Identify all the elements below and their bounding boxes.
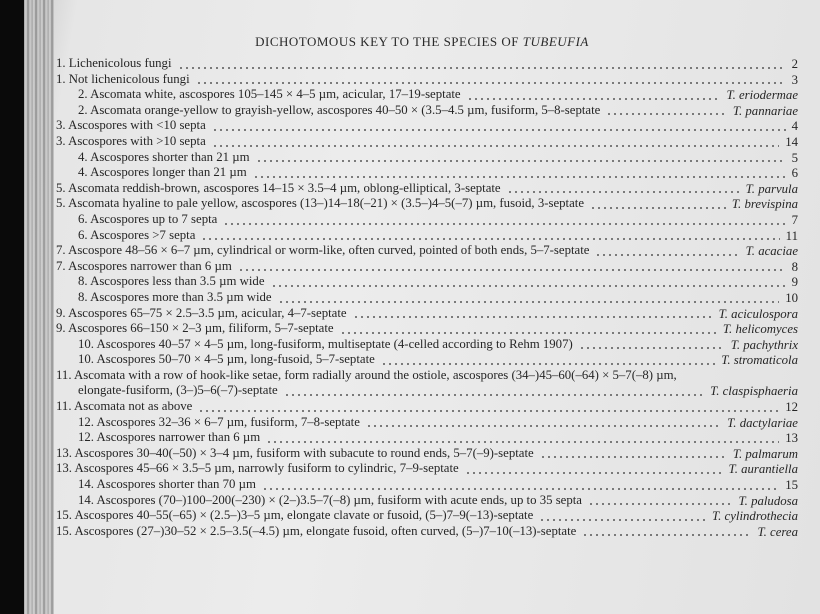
leader-dots <box>595 254 739 256</box>
key-entry <box>56 524 798 540</box>
key-entry <box>56 430 798 446</box>
leader-dots <box>467 98 721 100</box>
key-entry <box>56 368 798 384</box>
page-binding-edge <box>24 0 54 614</box>
entry-text: 5. Ascomata hyaline to pale yellow, ascospores (13–)14–18(–21) × (3.5–)4–5(–7) µm, fusoid, 3-septate <box>56 196 585 211</box>
species-name: T. stromaticola <box>721 353 798 368</box>
page-title <box>24 34 820 50</box>
title-main: DICHOTOMOUS KEY TO THE SPECIES OF <box>255 34 520 49</box>
species-name: T. aurantiella <box>728 462 798 477</box>
leader-dots <box>366 425 721 427</box>
leader-dots <box>196 82 786 84</box>
entry-text: 2. Ascomata orange-yellow to grayish-yellow, ascospores 40–50 × (3.5–4.5 µm, fusiform, 5–8-septate <box>78 102 601 117</box>
key-entry <box>56 196 798 212</box>
species-name: T. aciculospora <box>718 306 798 321</box>
leader-dots <box>278 301 780 303</box>
entry-text: 10. Ascospores 50–70 × 4–5 µm, long-fusoid, 5–7-septate <box>78 352 375 367</box>
species-name: T. palmarum <box>732 446 798 461</box>
couplet-number: 8 <box>791 259 798 274</box>
species-name: T. pachythrix <box>730 337 798 352</box>
leader-dots <box>266 441 779 443</box>
species-name: T. brevispina <box>731 197 798 212</box>
leader-dots <box>353 316 713 318</box>
leader-dots <box>212 145 779 147</box>
species-name: T. paludosa <box>738 493 798 508</box>
entry-text: 14. Ascospores shorter than 70 µm <box>78 477 256 492</box>
key-entry <box>56 352 798 368</box>
entry-text: 2. Ascomata white, ascospores 105–145 × 4–5 µm, acicular, 17–19-septate <box>78 87 461 102</box>
entry-text: 14. Ascospores (70–)100–200(–230) × (2–)3.5–7(–8) µm, fusiform with acute ends, up to 35 septa <box>78 492 582 507</box>
species-name: T. cylindrothecia <box>711 509 798 524</box>
couplet-number: 15 <box>785 478 798 493</box>
title-genus: TUBEUFIA <box>522 34 589 49</box>
species-name: T. cerea <box>757 524 798 539</box>
entry-text: 5. Ascomata reddish-brown, ascospores 14–15 × 3.5–4 µm, oblong-elliptical, 3-septate <box>56 180 501 195</box>
couplet-number: 5 <box>791 150 798 165</box>
key-entry <box>56 321 798 337</box>
species-name: T. eriodermae <box>726 88 798 103</box>
entry-text: 7. Ascospore 48–56 × 6–7 µm, cylindrical or worm-like, often curved, pointed of both ends, 5–7-septate <box>56 243 590 258</box>
key-entry <box>56 56 798 72</box>
entry-text: 6. Ascospores >7 septa <box>78 227 196 242</box>
entry-text: 13. Ascospores 30–40(–50) × 3–4 µm, fusiform with subacute to round ends, 5–7(–9)-septate <box>56 445 534 460</box>
leader-dots <box>539 519 706 521</box>
leader-dots <box>223 223 785 225</box>
key-entry <box>56 290 798 306</box>
couplet-number: 7 <box>791 212 798 227</box>
leader-dots <box>262 488 779 490</box>
entry-text: 3. Ascospores with >10 septa <box>56 133 206 148</box>
entry-text: 15. Ascospores (27–)30–52 × 2.5–3.5(–4.5) µm, elongate fusoid, often curved, (5–)7–10(–13)-septate <box>56 523 577 538</box>
leader-dots <box>465 472 723 474</box>
key-entry <box>56 446 798 462</box>
leader-dots <box>590 207 726 209</box>
species-name: T. claspisphaeria <box>710 384 798 399</box>
entry-text: 8. Ascospores more than 3.5 µm wide <box>78 289 272 304</box>
species-name: T. dactylariae <box>727 415 798 430</box>
couplet-number: 11 <box>785 228 798 243</box>
couplet-number: 12 <box>785 400 798 415</box>
entry-text: 9. Ascospores 65–75 × 2.5–3.5 µm, acicular, 4–7-septate <box>56 305 347 320</box>
key-entry <box>56 134 798 150</box>
key-entry <box>56 477 798 493</box>
key-entry <box>56 165 798 181</box>
leader-dots <box>284 394 704 396</box>
entry-text: elongate-fusiform, (3–)5–6(–7)-septate <box>78 383 278 398</box>
key-entry <box>56 150 798 166</box>
species-name: T. helicomyces <box>722 322 798 337</box>
leader-dots <box>212 129 786 131</box>
key-entry <box>56 181 798 197</box>
key-entry <box>56 337 798 353</box>
couplet-number: 3 <box>791 72 798 87</box>
couplet-number: 2 <box>791 57 798 71</box>
key-entry <box>56 383 798 399</box>
key-entry <box>56 415 798 431</box>
key-entry <box>56 274 798 290</box>
entry-text: 12. Ascospores narrower than 6 µm <box>78 430 261 445</box>
entry-text: 4. Ascospores longer than 21 µm <box>78 165 247 180</box>
leader-dots <box>201 238 779 240</box>
key-entry <box>56 306 798 322</box>
key-entry <box>56 243 798 259</box>
leader-dots <box>588 503 733 505</box>
entry-text: 1. Lichenicolous fungi <box>56 56 172 70</box>
entry-text: 4. Ascospores shorter than 21 µm <box>78 149 250 164</box>
entry-text: 9. Ascospores 66–150 × 2–3 µm, filiform, 5–7-septate <box>56 321 334 336</box>
key-entry <box>56 493 798 509</box>
leader-dots <box>198 410 779 412</box>
leader-dots <box>540 456 727 458</box>
leader-dots <box>606 113 727 115</box>
leader-dots <box>507 191 740 193</box>
key-entry <box>56 259 798 275</box>
species-name: T. parvula <box>745 181 798 196</box>
entry-text: 13. Ascospores 45–66 × 3.5–5 µm, narrowly fusiform to cylindric, 7–9-septate <box>56 461 459 476</box>
leader-dots <box>178 67 786 69</box>
key-entry <box>56 212 798 228</box>
entry-text: 3. Ascospores with <10 septa <box>56 118 206 133</box>
key-entry <box>56 103 798 119</box>
leader-dots <box>253 176 786 178</box>
leader-dots <box>238 269 786 271</box>
leader-dots <box>340 332 717 334</box>
entry-text: 10. Ascospores 40–57 × 4–5 µm, long-fusiform, multiseptate (4-celled according to Rehm 1907) <box>78 336 573 351</box>
entry-text: 8. Ascospores less than 3.5 µm wide <box>78 274 265 289</box>
entry-text: 7. Ascospores narrower than 6 µm <box>56 258 232 273</box>
entry-text: 11. Ascomata not as above <box>56 399 193 414</box>
leader-dots <box>256 160 786 162</box>
entry-text: 11. Ascomata with a row of hook-like setae, form radially around the ostiole, ascospores (34–)45–60(–64) × 5–7(–8) µm, <box>56 367 677 382</box>
key-entry <box>56 118 798 134</box>
leader-dots <box>381 363 715 365</box>
species-name: T. pannariae <box>732 103 798 118</box>
entry-text: 15. Ascospores 40–55(–65) × (2.5–)3–5 µm, elongate clavate or fusoid, (5–)7–9(–13)-septate <box>56 508 534 523</box>
key-entry <box>56 461 798 477</box>
couplet-number: 13 <box>785 431 798 446</box>
leader-dots <box>271 285 786 287</box>
key-entry <box>56 399 798 415</box>
leader-dots <box>579 347 725 349</box>
key-entry <box>56 228 798 244</box>
couplet-number: 6 <box>791 166 798 181</box>
entry-text: 12. Ascospores 32–36 × 6–7 µm, fusiform, 7–8-septate <box>78 414 360 429</box>
document-page <box>24 0 820 614</box>
couplet-number: 14 <box>785 134 798 149</box>
couplet-number: 4 <box>791 119 798 134</box>
entry-text: 6. Ascospores up to 7 septa <box>78 211 218 226</box>
couplet-number: 10 <box>785 290 798 305</box>
couplet-number: 9 <box>791 275 798 290</box>
key-entries <box>56 56 798 539</box>
species-name: T. acaciae <box>745 244 798 259</box>
key-entry <box>56 508 798 524</box>
key-entry <box>56 87 798 103</box>
leader-dots <box>582 534 751 536</box>
key-entry <box>56 72 798 88</box>
entry-text: 1. Not lichenicolous fungi <box>56 71 190 86</box>
